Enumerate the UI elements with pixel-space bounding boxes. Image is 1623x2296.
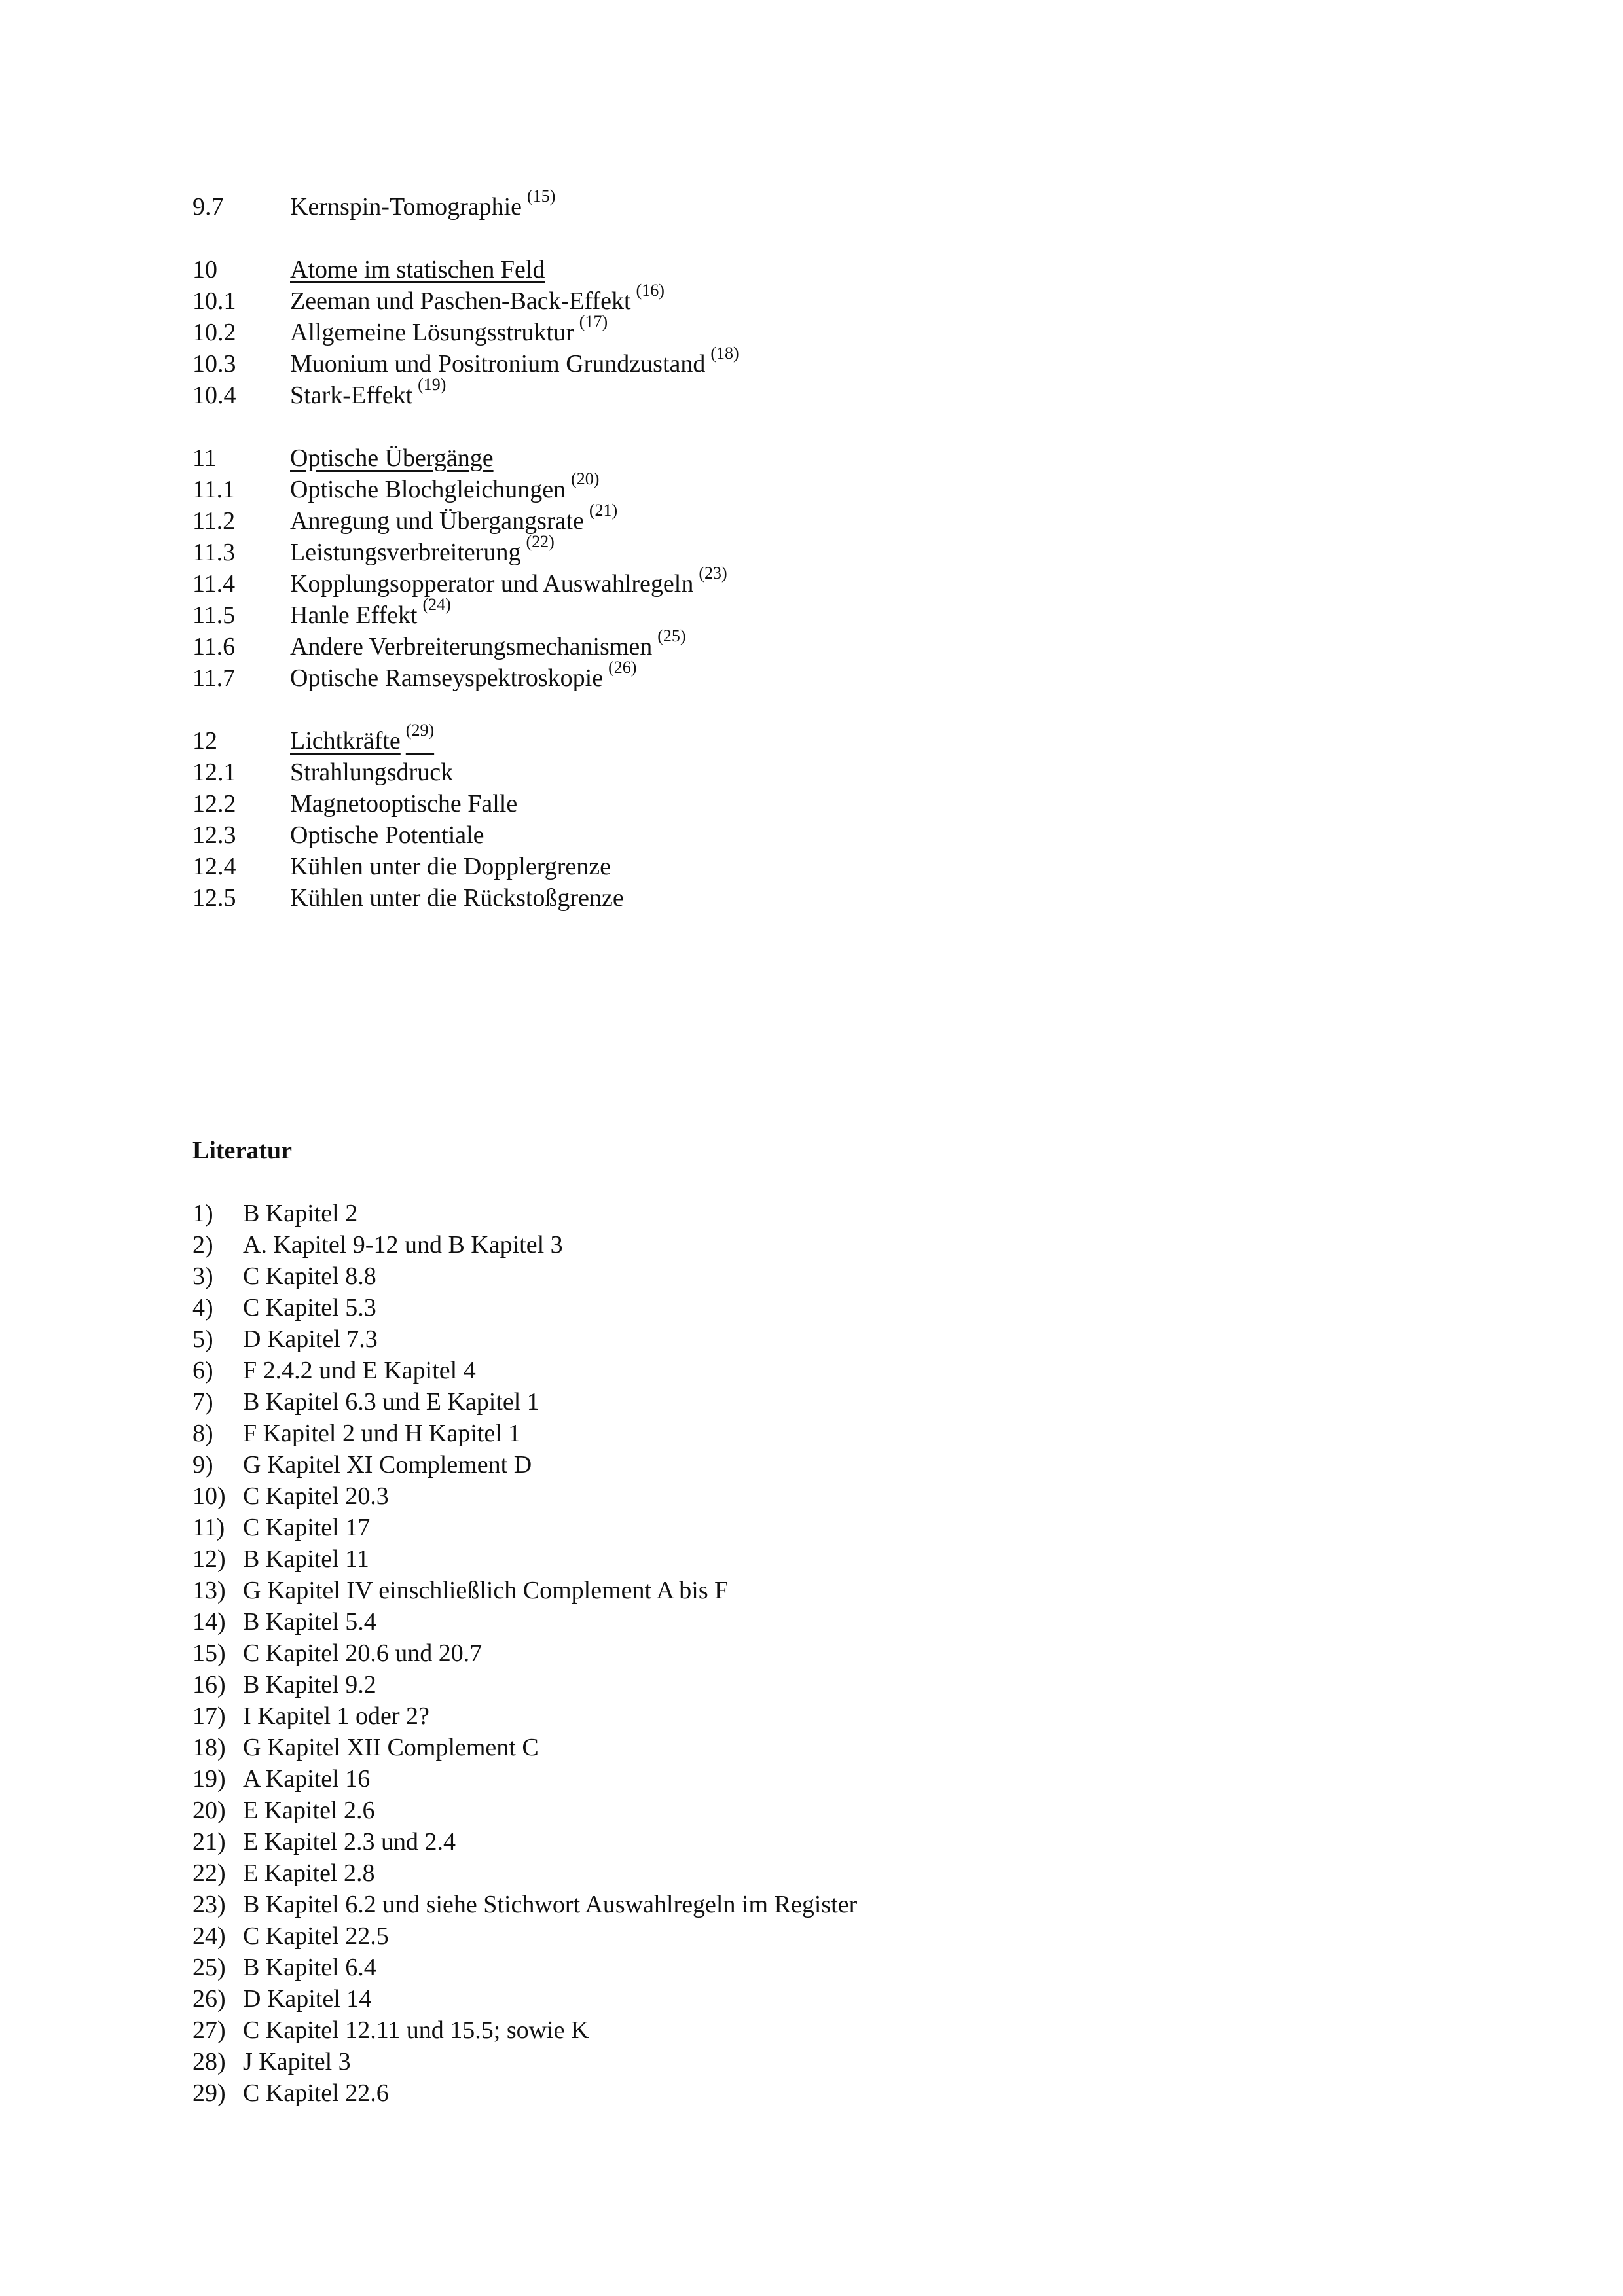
toc-entry-number: 10.1 [192,287,236,315]
literature-item [192,2015,1371,2046]
toc-entry-title [290,344,739,380]
toc-entry [192,375,1175,411]
toc-section-9 [192,187,1175,223]
toc-entry-number: 12.2 [192,790,236,817]
toc-chapter-title [290,721,435,757]
literature-item [192,2077,1371,2109]
toc-chapter-number: 12 [192,727,217,755]
toc-entry-title [290,595,451,631]
literature-item-text: D Kapitel 7.3 [243,1325,378,1353]
toc-entry-title-text: Optische Ramseyspektroskopie [290,664,604,692]
toc-entry-ref: (22) [526,532,555,552]
toc-entry-title-text: Kopplungsopperator und Auswahlregeln [290,570,694,598]
toc-entry-title [290,658,637,694]
toc-entry-title-text: Leistungsverbreiterung [290,539,521,566]
toc-entry-title [290,501,618,537]
toc-entry-ref: (21) [589,501,618,520]
literature-item-text: C Kapitel 8.8 [243,1263,376,1290]
literature-item [192,1198,1371,1229]
literature-item-marker: 22) [192,1859,226,1887]
literature-item [192,2046,1371,2077]
toc-entry [192,187,1175,223]
literature-item [192,1292,1371,1323]
toc-chapter-heading [192,442,1175,474]
literature-item-text: E Kapitel 2.8 [243,1859,375,1887]
literature-item-marker: 13) [192,1577,226,1604]
toc-entry-title [290,532,555,568]
toc-entry-title-text: Stark-Effekt [290,382,413,409]
literature-item-marker: 2) [192,1231,213,1259]
toc-entry-ref: (24) [422,595,451,615]
literature-item-marker: 12) [192,1545,226,1573]
toc-entry-title [290,281,665,317]
toc-entry-ref: (23) [699,564,727,583]
toc-entry-number: 11.7 [192,664,236,692]
literature-item-marker: 26) [192,1985,226,2013]
literature-item-marker: 14) [192,1608,226,1636]
literature-item-marker: 17) [192,1702,226,1730]
literature-item [192,1763,1371,1795]
toc-entry-title-text: Optische Blochgleichungen [290,476,566,503]
literature-item [192,1323,1371,1355]
toc-entry-number: 10.4 [192,382,236,409]
toc-chapter-title-text: Lichtkräfte [290,727,401,755]
literature-item-marker: 9) [192,1451,213,1479]
literature-item-text: E Kapitel 2.3 und 2.4 [243,1828,456,1856]
toc-entry-number: 11.1 [192,476,236,503]
literature-item [192,1669,1371,1700]
literature-item-marker: 25) [192,1954,226,1981]
toc-entry-title: Kühlen unter die Dopplergrenze [290,853,611,880]
toc-entry-title: Strahlungsdruck [290,759,454,786]
literature-heading: Literatur [192,1137,292,1164]
literature-item [192,1889,1371,1920]
toc-entry-ref: (26) [608,658,637,677]
toc-entry [192,344,1175,380]
toc-entry-ref: (17) [579,312,608,332]
literature-item-marker: 4) [192,1294,213,1321]
literature-item [192,1606,1371,1638]
toc-chapter-heading [192,721,1175,757]
toc-entry-ref: (16) [636,281,665,300]
toc-entry-title-text: Anregung und Übergangsrate [290,507,584,535]
toc-entry-ref: (18) [710,344,739,363]
literature-item [192,1638,1371,1669]
literature-item [192,1355,1371,1386]
toc-chapter-title-text: Atome im statischen Feld [290,256,545,283]
literature-item-marker: 18) [192,1734,226,1761]
literature-item-marker: 3) [192,1263,213,1290]
literature-item-text: B Kapitel 5.4 [243,1608,376,1636]
literature-item-marker: 29) [192,2079,226,2107]
literature-list [192,1198,1371,2109]
toc-entry-ref: (15) [527,187,556,206]
toc-entry [192,281,1175,317]
literature-item [192,1983,1371,2015]
literature-item [192,1857,1371,1889]
literature-item-text: A. Kapitel 9-12 und B Kapitel 3 [243,1231,563,1259]
literature-item-text: C Kapitel 17 [243,1514,371,1541]
literature-item-marker: 19) [192,1765,226,1793]
toc-entry [192,658,1175,694]
literature-item [192,1261,1371,1292]
literature-item-text: B Kapitel 2 [243,1200,358,1227]
literature-item-text: C Kapitel 5.3 [243,1294,376,1321]
toc-entry-title-text: Muonium und Positronium Grundzustand [290,350,706,378]
toc-entry-title-text: Zeeman und Paschen-Back-Effekt [290,287,631,315]
toc-entry [192,532,1175,568]
toc-entry [192,501,1175,537]
toc-entry [192,757,1175,788]
toc-entry-title-text: Andere Verbreiterungsmechanismen [290,633,653,660]
literature-item-marker: 28) [192,2048,226,2075]
literature-item [192,1795,1371,1826]
toc-section-12 [192,721,1175,914]
literature-item-text: B Kapitel 6.3 und E Kapitel 1 [243,1388,539,1416]
literature-item-marker: 16) [192,1671,226,1698]
literature-item-marker: 5) [192,1325,213,1353]
toc-chapter-ref: (29) [405,721,435,740]
literature-item-marker: 20) [192,1797,226,1824]
literature-item-text: J Kapitel 3 [243,2048,351,2075]
toc-entry [192,469,1175,505]
toc-entry-number: 11.6 [192,633,236,660]
literature-item [192,1920,1371,1952]
toc-chapter-number: 10 [192,256,217,283]
literature-item [192,1480,1371,1512]
literature-item-text: E Kapitel 2.6 [243,1797,375,1824]
toc-entry-ref: (19) [418,375,447,395]
literature-item-text: C Kapitel 22.6 [243,2079,389,2107]
toc-entry [192,564,1175,600]
literature-item-text: C Kapitel 20.3 [243,1482,389,1510]
toc-entry-ref: (20) [571,469,600,489]
literature-item [192,1700,1371,1732]
toc-entry-title [290,187,556,223]
toc-entry-number: 12.1 [192,759,236,786]
literature-item [192,1732,1371,1763]
literature-item-text: B Kapitel 11 [243,1545,369,1573]
literature-item-marker: 11) [192,1514,225,1541]
toc-entry [192,851,1175,882]
literature-item-text: G Kapitel IV einschließlich Complement A bis F [243,1577,729,1604]
toc-entry [192,819,1175,851]
literature-item [192,1229,1371,1261]
toc-entry-number: 10.2 [192,319,236,346]
toc-entry [192,882,1175,914]
literature-item-marker: 7) [192,1388,213,1416]
toc-entry-number: 11.2 [192,507,236,535]
toc-entry-number: 9.7 [192,193,224,221]
toc-chapter-title [290,442,494,474]
toc-entry-number: 12.3 [192,821,236,849]
toc-chapter-title [290,254,545,285]
toc-entry-title [290,375,447,411]
literature-item [192,1543,1371,1575]
toc-entry-title [290,564,727,600]
toc-entry-number: 12.4 [192,853,236,880]
toc-entry-number: 11.5 [192,601,236,629]
toc-chapter-heading [192,254,1175,285]
toc-entry-number: 11.4 [192,570,236,598]
toc-entry [192,626,1175,662]
literature-item-marker: 23) [192,1891,226,1918]
literature-item-marker: 27) [192,2017,226,2044]
literature-item-text: B Kapitel 6.2 und siehe Stichwort Auswahlregeln im Register [243,1891,858,1918]
literature-item-text: F Kapitel 2 und H Kapitel 1 [243,1420,521,1447]
toc-entry-title: Optische Potentiale [290,821,484,849]
literature-item-text: G Kapitel XII Complement C [243,1734,539,1761]
toc-entry-title: Kühlen unter die Rückstoßgrenze [290,884,624,912]
literature-item-text: C Kapitel 12.11 und 15.5; sowie K [243,2017,589,2044]
toc-entry-number: 12.5 [192,884,236,912]
literature-item-text: B Kapitel 6.4 [243,1954,376,1981]
table-of-contents [192,187,1175,914]
toc-chapter-title-text: Optische Übergänge [290,444,494,472]
literature-item-text: I Kapitel 1 oder 2? [243,1702,429,1730]
literature-item-text: G Kapitel XI Complement D [243,1451,532,1479]
toc-entry-title-text: Hanle Effekt [290,601,418,629]
toc-section-11 [192,442,1175,694]
literature-item-marker: 15) [192,1640,226,1667]
toc-entry [192,788,1175,819]
literature-item-text: F 2.4.2 und E Kapitel 4 [243,1357,476,1384]
literature-item-marker: 24) [192,1922,226,1950]
toc-entry-title: Magnetooptische Falle [290,790,518,817]
literature-item-marker: 6) [192,1357,213,1384]
toc-entry-number: 10.3 [192,350,236,378]
toc-entry-title [290,469,600,505]
literature-item-marker: 10) [192,1482,226,1510]
toc-entry-title-text: Allgemeine Lösungsstruktur [290,319,574,346]
literature-item-text: C Kapitel 22.5 [243,1922,389,1950]
toc-entry-ref: (25) [657,626,686,646]
literature-item [192,1826,1371,1857]
toc-entry-number: 11.3 [192,539,236,566]
literature-item [192,1418,1371,1449]
toc-entry-title [290,312,608,348]
literature-item-marker: 21) [192,1828,226,1856]
literature-item-text: A Kapitel 16 [243,1765,371,1793]
toc-chapter-number: 11 [192,444,217,472]
literature-item-text: D Kapitel 14 [243,1985,372,2013]
literature-item-text: C Kapitel 20.6 und 20.7 [243,1640,483,1667]
toc-section-10 [192,254,1175,411]
literature-item-text: B Kapitel 9.2 [243,1671,376,1698]
literature-item [192,1575,1371,1606]
literature-item [192,1386,1371,1418]
literature-item-marker: 1) [192,1200,213,1227]
literature-item [192,1449,1371,1480]
literature-item-marker: 8) [192,1420,213,1447]
toc-entry [192,312,1175,348]
literature-item [192,1512,1371,1543]
toc-entry-title-text: Kernspin-Tomographie [290,193,522,221]
literature-item [192,1952,1371,1983]
